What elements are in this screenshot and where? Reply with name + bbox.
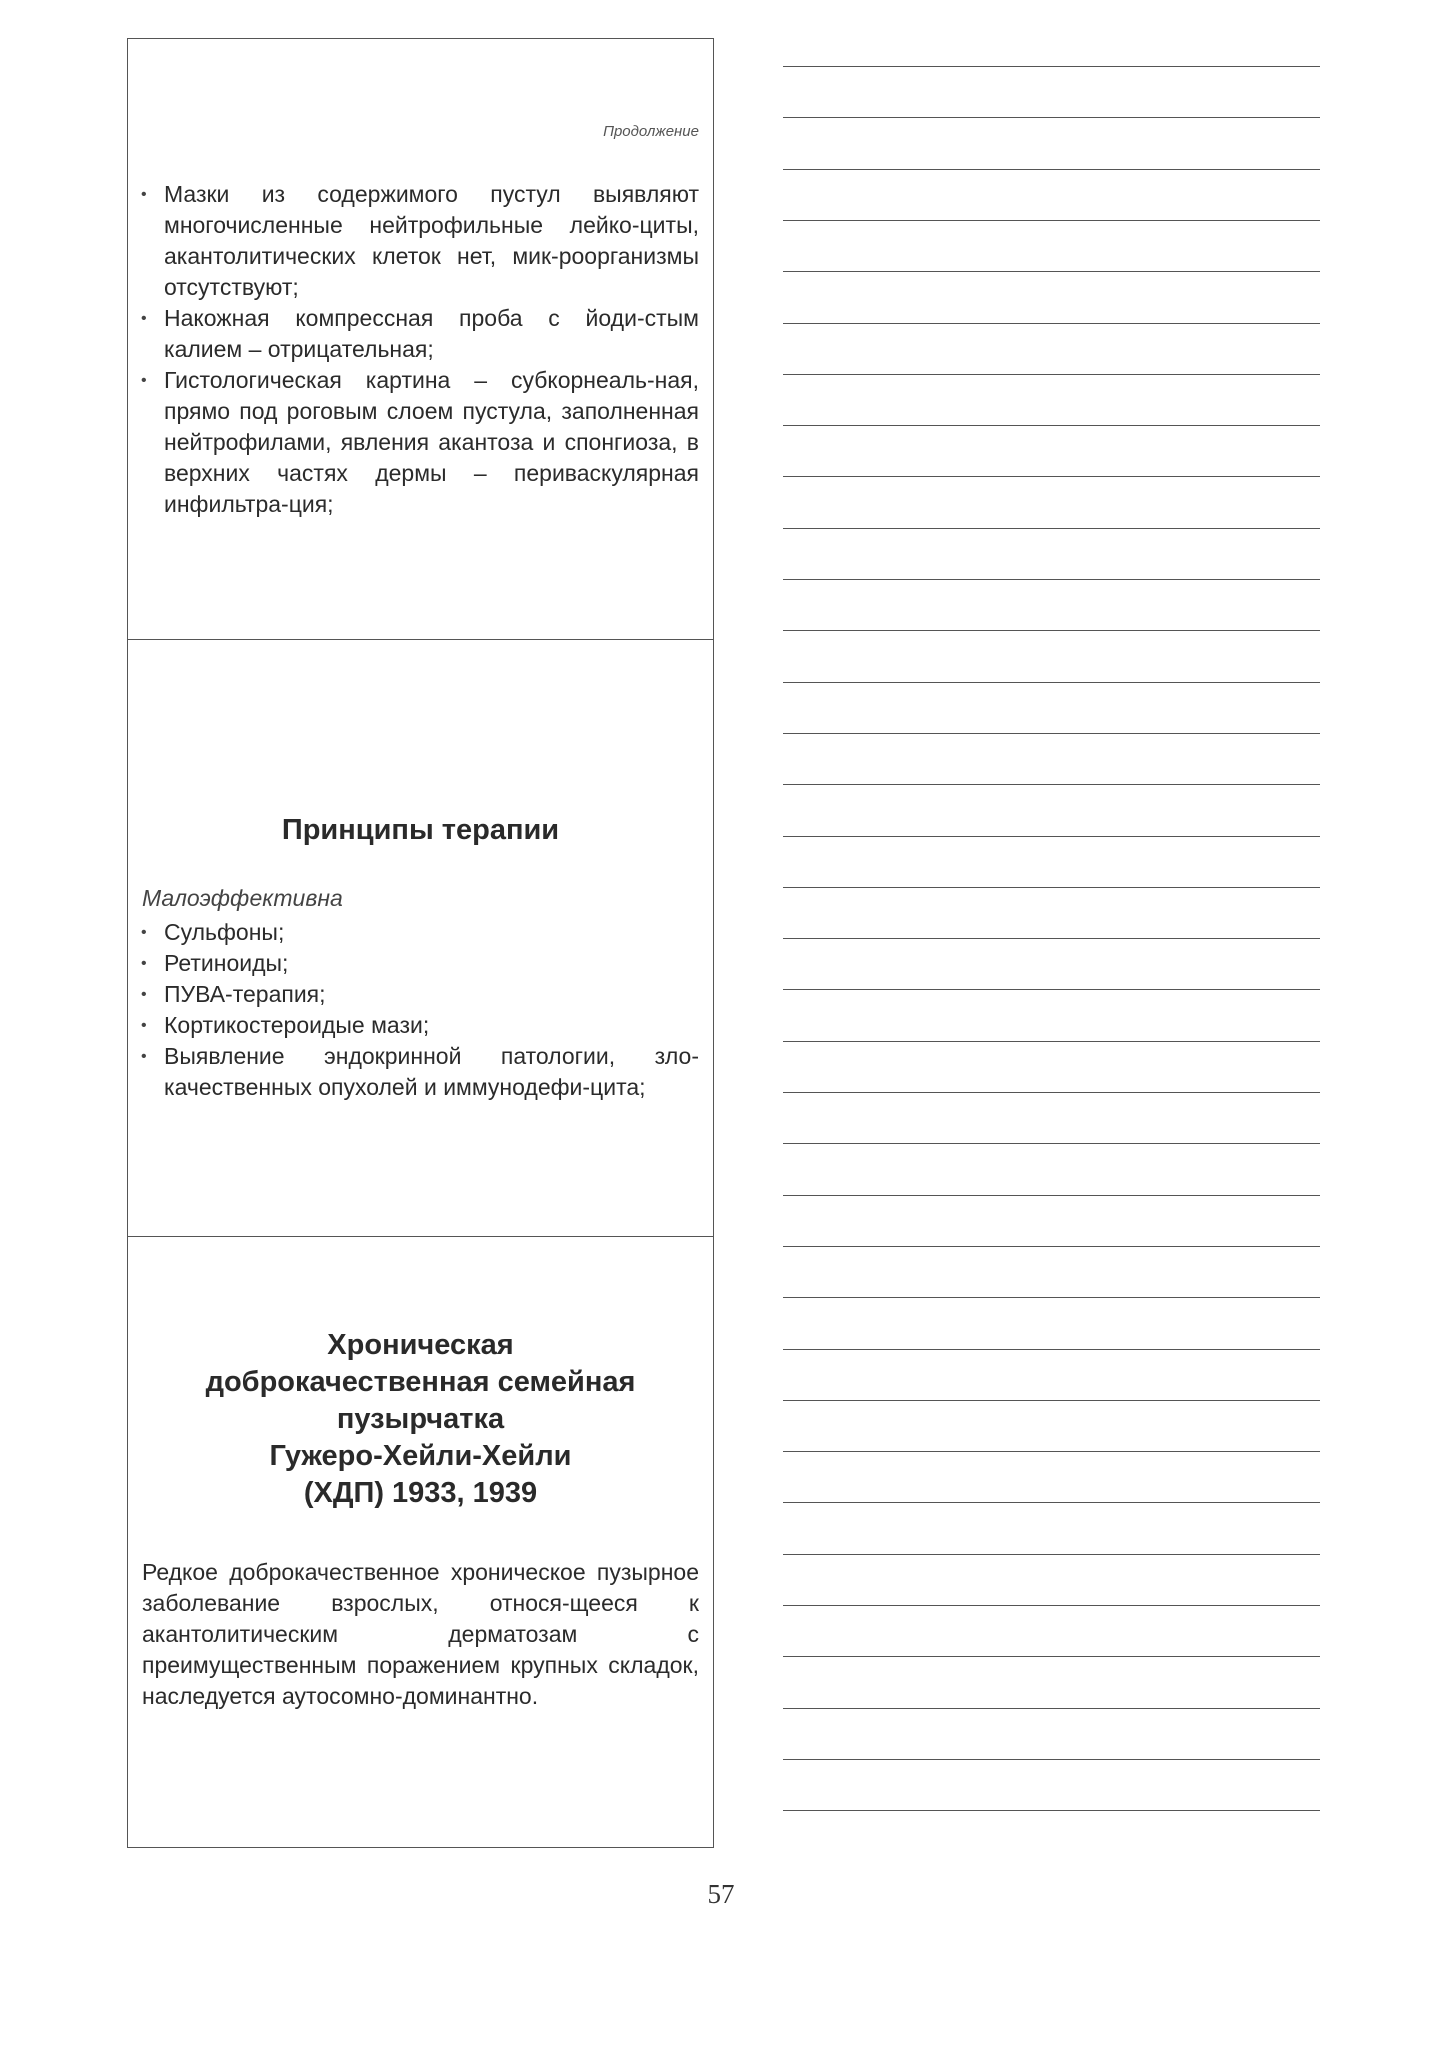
ruled-line: [783, 169, 1320, 170]
ruled-line: [783, 989, 1320, 990]
list-item: • Мазки из содержимого пустул выявляют многочисленные нейтрофильные лейко-циты, акантолитических клеток нет, мик-роорганизмы отсутствуют;: [128, 179, 699, 303]
ruled-line: [783, 1041, 1320, 1042]
title-line: пузырчатка: [336, 1403, 505, 1435]
ruled-line: [783, 938, 1320, 939]
ruled-line: [783, 117, 1320, 118]
ruled-line: [783, 1400, 1320, 1401]
description-paragraph: Редкое доброкачественное хроническое пузырное заболевание взрослых, относя-щееся к акантолитическим дерматозам с преимущественным поражением крупных складок, наследуется аутосомно-доминантно.: [142, 1559, 699, 1709]
ruled-line: [783, 220, 1320, 221]
list-item: • Накожная компрессная проба с йоди-стым калием – отрицательная;: [128, 303, 699, 365]
title-line: доброкачественная семейная: [205, 1366, 636, 1398]
ruled-line: [783, 1195, 1320, 1196]
section-title: [128, 1327, 713, 1512]
ruled-line: [783, 1349, 1320, 1350]
section-subtitle: Малоэффективна: [142, 885, 343, 911]
ruled-line: [783, 836, 1320, 837]
card-diagnostics-continued: [128, 39, 713, 639]
card-hailey-hailey: [128, 1236, 713, 1849]
title-line: (ХДП) 1933, 1939: [303, 1477, 538, 1509]
page-number: 57: [707, 1879, 735, 1909]
ruled-line: [783, 630, 1320, 631]
ruled-line: [783, 579, 1320, 580]
ruled-line: [783, 1246, 1320, 1247]
ruled-line: [783, 1605, 1320, 1606]
therapy-list: [128, 917, 699, 1103]
ruled-line: [783, 733, 1320, 734]
list-item: • Кортикостероидые мази;: [128, 1010, 699, 1041]
ruled-line: [783, 1708, 1320, 1709]
ruled-line: [783, 425, 1320, 426]
list-item: • Ретиноиды;: [128, 948, 699, 979]
ruled-line: [783, 476, 1320, 477]
ruled-line: [783, 1759, 1320, 1760]
ruled-line: [783, 1502, 1320, 1503]
ruled-line: [783, 1092, 1320, 1093]
ruled-line: [783, 682, 1320, 683]
card-therapy-principles: [128, 639, 713, 1236]
ruled-line: [783, 528, 1320, 529]
list-item: • Сульфоны;: [128, 917, 699, 948]
ruled-line: [783, 271, 1320, 272]
section-title: Принципы терапии: [281, 814, 560, 846]
ruled-line: [783, 1554, 1320, 1555]
cards-column: [127, 38, 714, 1848]
ruled-line: [783, 66, 1320, 67]
list-item: • Гистологическая картина – субкорнеаль-ная, прямо под роговым слоем пустула, заполненная нейтрофилами, явления акантоза и спонгиоза, в верхних частях дермы – периваскулярная инфильтра-ция;: [128, 365, 699, 520]
ruled-line: [783, 1297, 1320, 1298]
ruled-line: [783, 1810, 1320, 1811]
ruled-line: [783, 784, 1320, 785]
ruled-line: [783, 1451, 1320, 1452]
title-line: Гужеро-Хейли-Хейли: [269, 1440, 572, 1472]
ruled-line: [783, 374, 1320, 375]
ruled-line: [783, 323, 1320, 324]
ruled-notes-lines: [783, 66, 1320, 1826]
list-item: • Выявление эндокринной патологии, зло-качественных опухолей и иммунодефи-цита;: [128, 1041, 699, 1103]
ruled-line: [783, 1656, 1320, 1657]
ruled-line: [783, 887, 1320, 888]
list-item: • ПУВА-терапия;: [128, 979, 699, 1010]
continued-label: Продолжение: [603, 123, 699, 140]
ruled-line: [783, 1143, 1320, 1144]
title-line: Хроническая: [327, 1329, 514, 1361]
diagnostics-list: [128, 179, 699, 520]
